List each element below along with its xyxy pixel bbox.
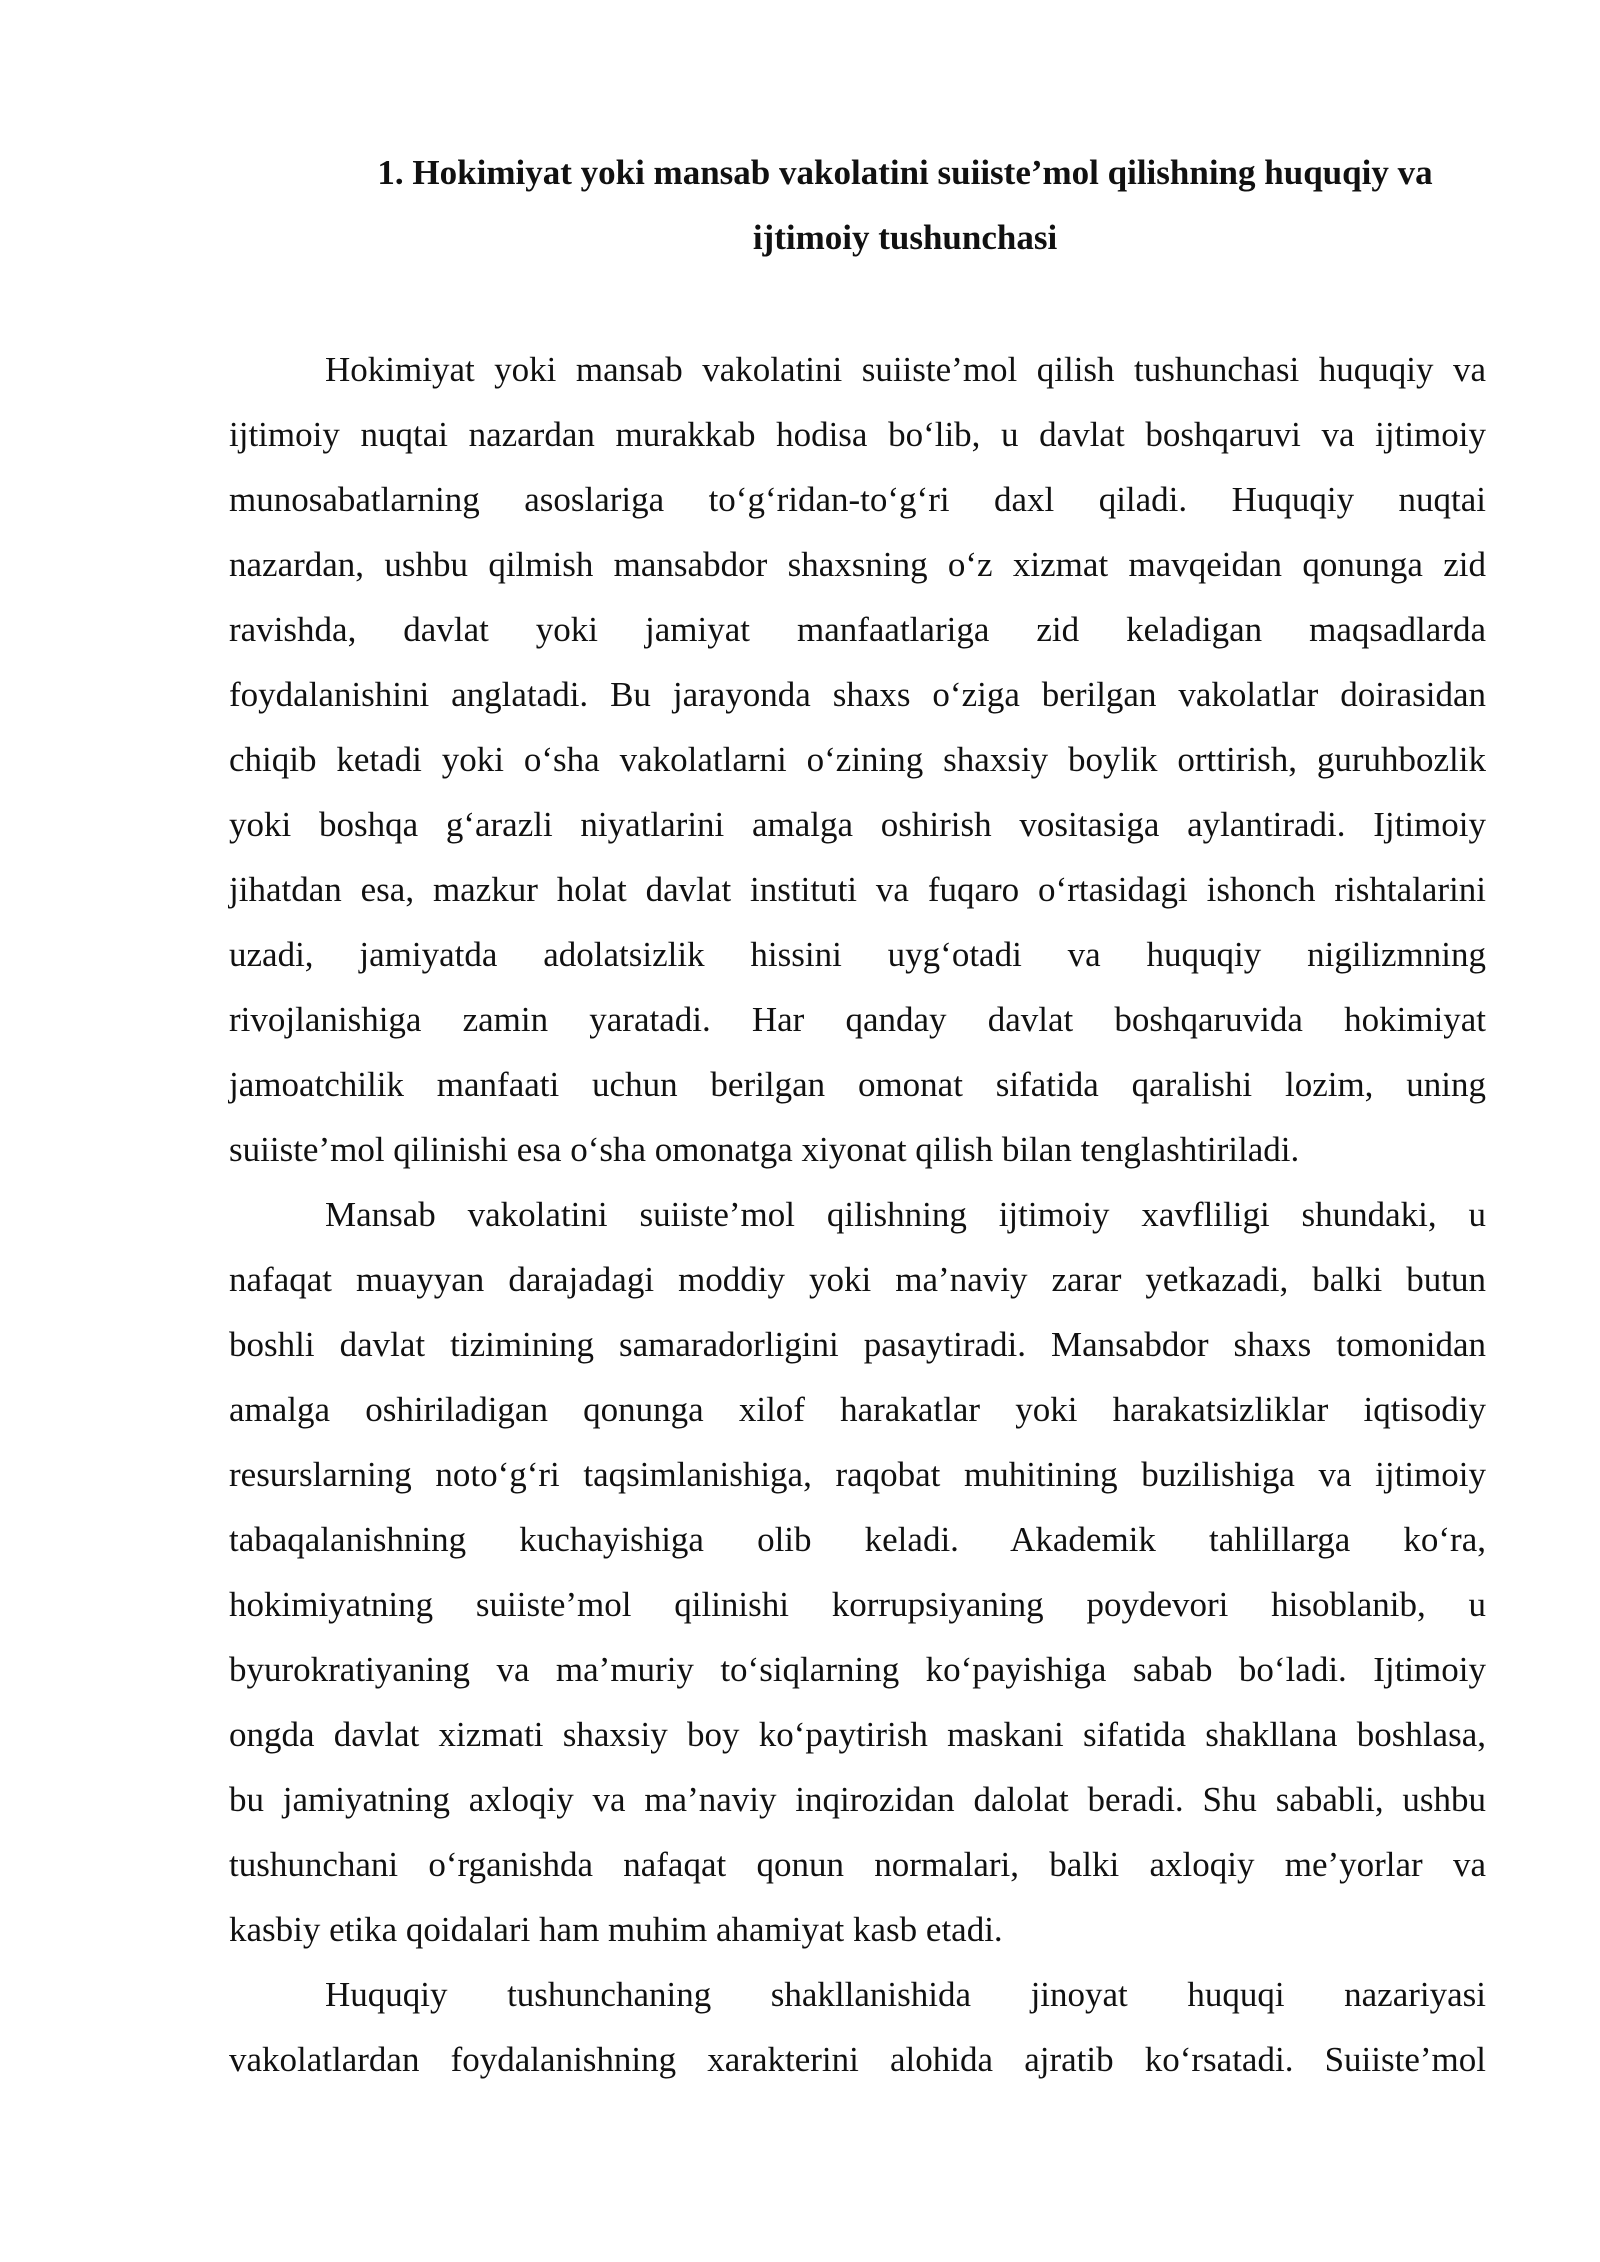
text-line: kasbiy etika qoidalari ham muhim ahamiyat kasb etadi.: [229, 1910, 1003, 1949]
text-line: chiqib ketadi yoki o‘sha vakolatlarni o‘zining shaxsiy boylik orttirish, guruhbozlik: [229, 740, 1486, 779]
text-line: boshli davlat tizimining samaradorligini pasaytiradi. Mansabdor shaxs tomonidan: [229, 1325, 1486, 1364]
text-line: rivojlanishiga zamin yaratadi. Har qanday davlat boshqaruvida hokimiyat: [229, 1000, 1486, 1039]
text-line: Hokimiyat yoki mansab vakolatini suiiste’mol qilish tushunchasi huquqiy va: [325, 350, 1486, 389]
text-line: bu jamiyatning axloqiy va ma’naviy inqirozidan dalolat beradi. Shu sababli, ushbu: [229, 1780, 1486, 1819]
body-text: [229, 337, 1486, 2092]
text-line: hokimiyatning suiiste’mol qilinishi korrupsiyaning poydevori hisoblanib, u: [229, 1585, 1486, 1624]
text-line: foydalanishini anglatadi. Bu jarayonda shaxs o‘ziga berilgan vakolatlar doirasidan: [229, 675, 1486, 714]
text-line: vakolatlardan foydalanishning xarakterini alohida ajratib ko‘rsatadi. Suiiste’mol: [229, 2040, 1486, 2079]
text-line: Huquqiy tushunchaning shakllanishida jinoyat huquqi nazariyasi: [325, 1975, 1486, 2014]
paragraph-3: [229, 1962, 1486, 2092]
text-line: ongda davlat xizmati shaxsiy boy ko‘paytirish maskani sifatida shakllana boshlasa,: [229, 1715, 1486, 1754]
section-heading: [310, 140, 1500, 270]
text-line: byurokratiyaning va ma’muriy to‘siqlarning ko‘payishiga sabab bo‘ladi. Ijtimoiy: [229, 1650, 1486, 1689]
text-line: jamoatchilik manfaati uchun berilgan omonat sifatida qaralishi lozim, uning: [229, 1065, 1486, 1104]
text-line: nafaqat muayyan darajadagi moddiy yoki ma’naviy zarar yetkazadi, balki butun: [229, 1260, 1486, 1299]
text-line: ravishda, davlat yoki jamiyat manfaatlariga zid keladigan maqsadlarda: [229, 610, 1486, 649]
heading-line-2: ijtimoiy tushunchasi: [752, 218, 1058, 257]
heading-line-1: 1. Hokimiyat yoki mansab vakolatini suiiste’mol qilishning huquqiy va: [377, 153, 1433, 192]
text-line: amalga oshiriladigan qonunga xilof harakatlar yoki harakatsizliklar iqtisodiy: [229, 1390, 1486, 1429]
text-line: munosabatlarning asoslariga to‘g‘ridan-to‘g‘ri daxl qiladi. Huquqiy nuqtai: [229, 480, 1486, 519]
text-line: ijtimoiy nuqtai nazardan murakkab hodisa bo‘lib, u davlat boshqaruvi va ijtimoiy: [229, 415, 1486, 454]
text-line: Mansab vakolatini suiiste’mol qilishning ijtimoiy xavfliligi shundaki, u: [325, 1195, 1486, 1234]
text-line: nazardan, ushbu qilmish mansabdor shaxsning o‘z xizmat mavqeidan qonunga zid: [229, 545, 1486, 584]
paragraph-2: [229, 1182, 1486, 1962]
text-line: tabaqalanishning kuchayishiga olib keladi. Akademik tahlillarga ko‘ra,: [229, 1520, 1486, 1559]
paragraph-1: [229, 337, 1486, 1182]
text-line: jihatdan esa, mazkur holat davlat instituti va fuqaro o‘rtasidagi ishonch rishtalarini: [229, 870, 1486, 909]
text-line: tushunchani o‘rganishda nafaqat qonun normalari, balki axloqiy me’yorlar va: [229, 1845, 1486, 1884]
text-line: suiiste’mol qilinishi esa o‘sha omonatga xiyonat qilish bilan tenglashtiriladi.: [229, 1130, 1300, 1169]
text-line: uzadi, jamiyatda adolatsizlik hissini uyg‘otadi va huquqiy nigilizmning: [229, 935, 1486, 974]
text-line: yoki boshqa g‘arazli niyatlarini amalga oshirish vositasiga aylantiradi. Ijtimoiy: [229, 805, 1486, 844]
text-line: resurslarning noto‘g‘ri taqsimlanishiga, raqobat muhitining buzilishiga va ijtimoiy: [229, 1455, 1486, 1494]
